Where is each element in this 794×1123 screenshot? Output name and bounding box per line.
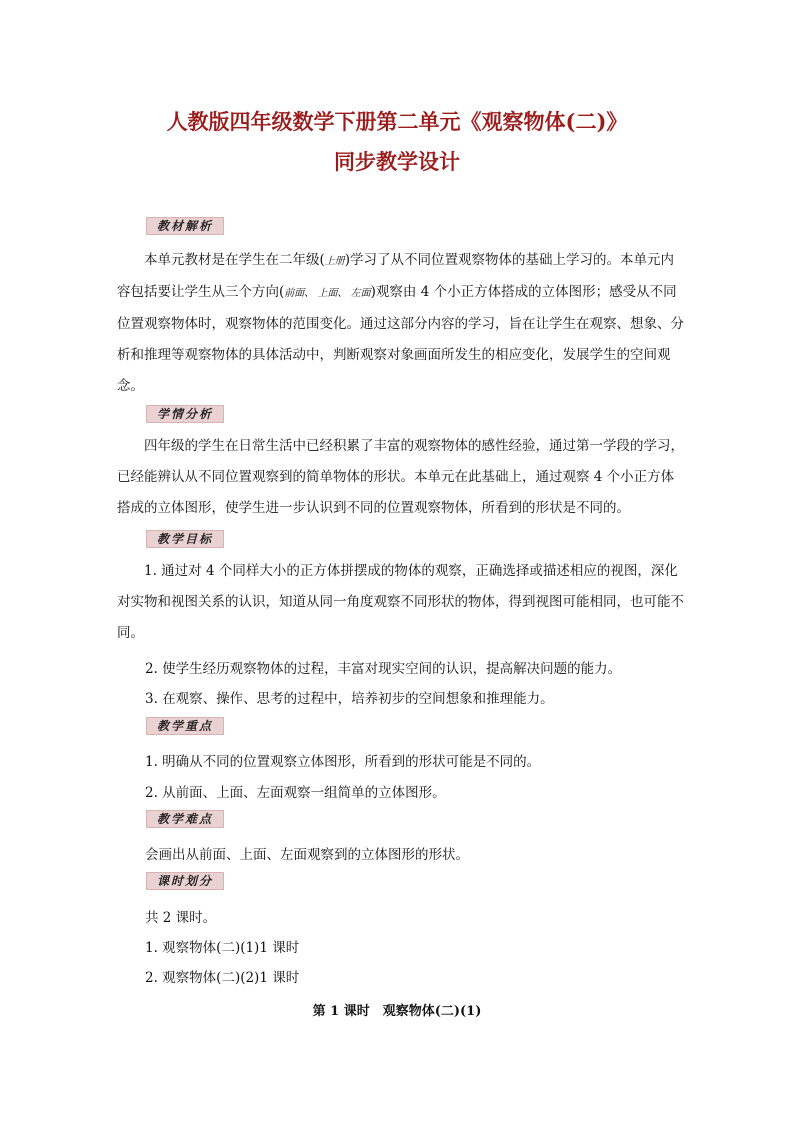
lesson-title: 第 1 课时 观察物体(二)(1) [312,1004,482,1019]
document-subtitle: 同步教学设计 [334,149,460,174]
goal-item-3: 3. 在观察、操作、思考的过程中，培养初步的空间想象和推理能力。 [145,691,554,707]
analysis-note-directions: 前面、 上面、 左面 [284,288,371,299]
section-heading-students: 学情分析 [146,405,224,423]
schedule-item-2: 2. 观察物体(二)(2)1 课时 [145,970,300,986]
schedule-total: 共 2 课时。 [145,910,217,926]
section-heading-schedule: 课时划分 [146,872,224,890]
analysis-text-mid: )学习了从不同位置观察物体的基础上学习的。本单元内容包括要让学生从三个方向( [117,252,675,300]
section-heading-goals: 教学目标 [146,530,224,548]
difficulty-text: 会画出从前面、上面、左面观察到的立体图形的形状。 [145,847,469,863]
key-point-2: 2. 从前面、上面、左面观察一组简单的立体图形。 [145,785,446,801]
section-heading-analysis: 教材解析 [146,217,224,235]
students-paragraph: 四年级的学生在日常生活中已经积累了丰富的观察物体的感性经验，通过第一学段的学习，已经能辨认从不同位置观察到的简单物体的形状。本单元在此基础上，通过观察 4 个小正方体搭成的立体图形，使学生进一步认识到不同的位置观察物体，所看到的形状是不同的。 [117,438,684,516]
section-heading-difficulty: 教学难点 [146,810,224,828]
analysis-note-grade: 上册 [324,256,345,267]
goal-item-1: 1. 通过对 4 个同样大小的正方体拼摆成的物体的观察，正确选择或描述相应的视图，深化对实物和视图关系的认识，知道从同一角度观察不同形状的物体，得到视图可能相同，也可能不同。 [117,563,684,641]
key-point-1: 1. 明确从不同的位置观察立体图形，所看到的形状可能是不同的。 [145,754,541,770]
analysis-paragraph [117,245,687,402]
document-title: 人教版四年级数学下册第二单元《观察物体(二)》 [166,109,628,134]
analysis-text-end: )观察由 4 个小正方体搭成的立体图形；感受从不同位置观察物体时，观察物体的范围变化。通过这部分内容的学习，旨在让学生在观察、想象、分析和推理等观察物体的具体活动中，判断观察对象画面所发生的相应变化，发展学生的空间观念。 [117,284,684,394]
section-heading-key-points: 教学重点 [146,717,224,735]
schedule-item-1: 1. 观察物体(二)(1)1 课时 [145,940,300,956]
analysis-text-start: 本单元教材是在学生在二年级( [144,252,325,268]
goal-item-2: 2. 使学生经历观察物体的过程，丰富对现实空间的认识，提高解决问题的能力。 [145,661,622,677]
